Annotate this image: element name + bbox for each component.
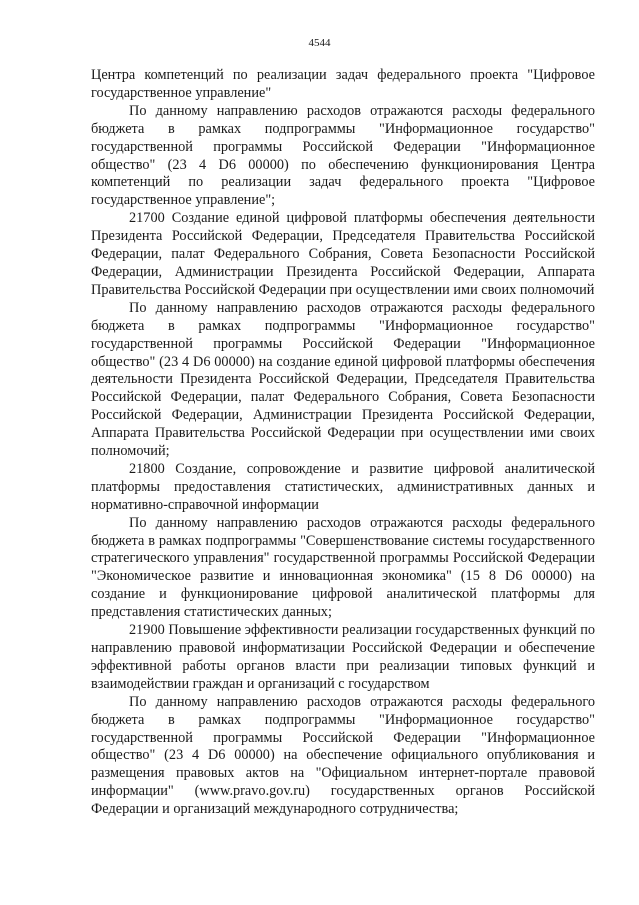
paragraph-description: По данному направлению расходов отражаются расходы федерального бюджета в рамках подпрограммы "Совершенствование системы государственного стратегического управления" государственной программы Российской Федерации "Экономическое развитие и инновационная экономика" (15 8 D6 00000) на создание и функционирование цифровой аналитической платформы для представления статистических данных; — [91, 514, 595, 621]
paragraph-description: По данному направлению расходов отражаются расходы федерального бюджета в рамках подпрограммы "Информационное государство" государственной программы Российской Федерации "Информационное общество" (23 4 D6 00000) по обеспечению функционирования Центра компетенций по реализации задач федерального проекта "Цифровое государственное управление"; — [91, 102, 595, 209]
paragraph-description: По данному направлению расходов отражаются расходы федерального бюджета в рамках подпрограммы "Информационное государство" государственной программы Российской Федерации "Информационное общество" (23 4 D6 00000) на создание единой цифровой платформы обеспечения деятельности Президента Российской Федерации, Председателя Правительства Российской Федерации, палат Федерального Собрания, Совета Безопасности Российской Федерации, Администрации Президента Российской Федерации, Аппарата Правительства Российской Федерации при осуществлении ими своих полномочий; — [91, 299, 595, 460]
page-number: 4544 — [308, 37, 331, 49]
paragraph-code-21700: 21700 Создание единой цифровой платформы обеспечения деятельности Президента Российской Федерации, Председателя Правительства Российской Федерации, палат Федерального Собрания, Совета Безопасности Российской Федерации, Администрации Президента Российской Федерации, Аппарата Правительства Российской Федерации при осуществлении ими своих полномочий — [91, 210, 595, 298]
paragraph-code-21800: 21800 Создание, сопровождение и развитие цифровой аналитической платформы предоставления статистических, административных данных и нормативно-справочной информации — [91, 460, 595, 513]
paragraph-code-21900: 21900 Повышение эффективности реализации государственных функций по направлению правовой информатизации Российской Федерации и обеспечение эффективной работы органов власти при реализации типовых функций и взаимодействии граждан и организаций с государством — [91, 622, 595, 692]
document-body — [91, 67, 595, 819]
paragraph-continuation: Центра компетенций по реализации задач федерального проекта "Цифровое государственное управление" — [91, 67, 595, 101]
paragraph-description: По данному направлению расходов отражаются расходы федерального бюджета в рамках подпрограммы "Информационное государство" государственной программы Российской Федерации "Информационное общество" (23 4 D6 00000) на обеспечение официального опубликования и размещения правовых актов на "Официальном интернет-портале правовой информации" (www.pravo.gov.ru) государственных органов Российской Федерации и организаций международного сотрудничества; — [91, 693, 595, 818]
